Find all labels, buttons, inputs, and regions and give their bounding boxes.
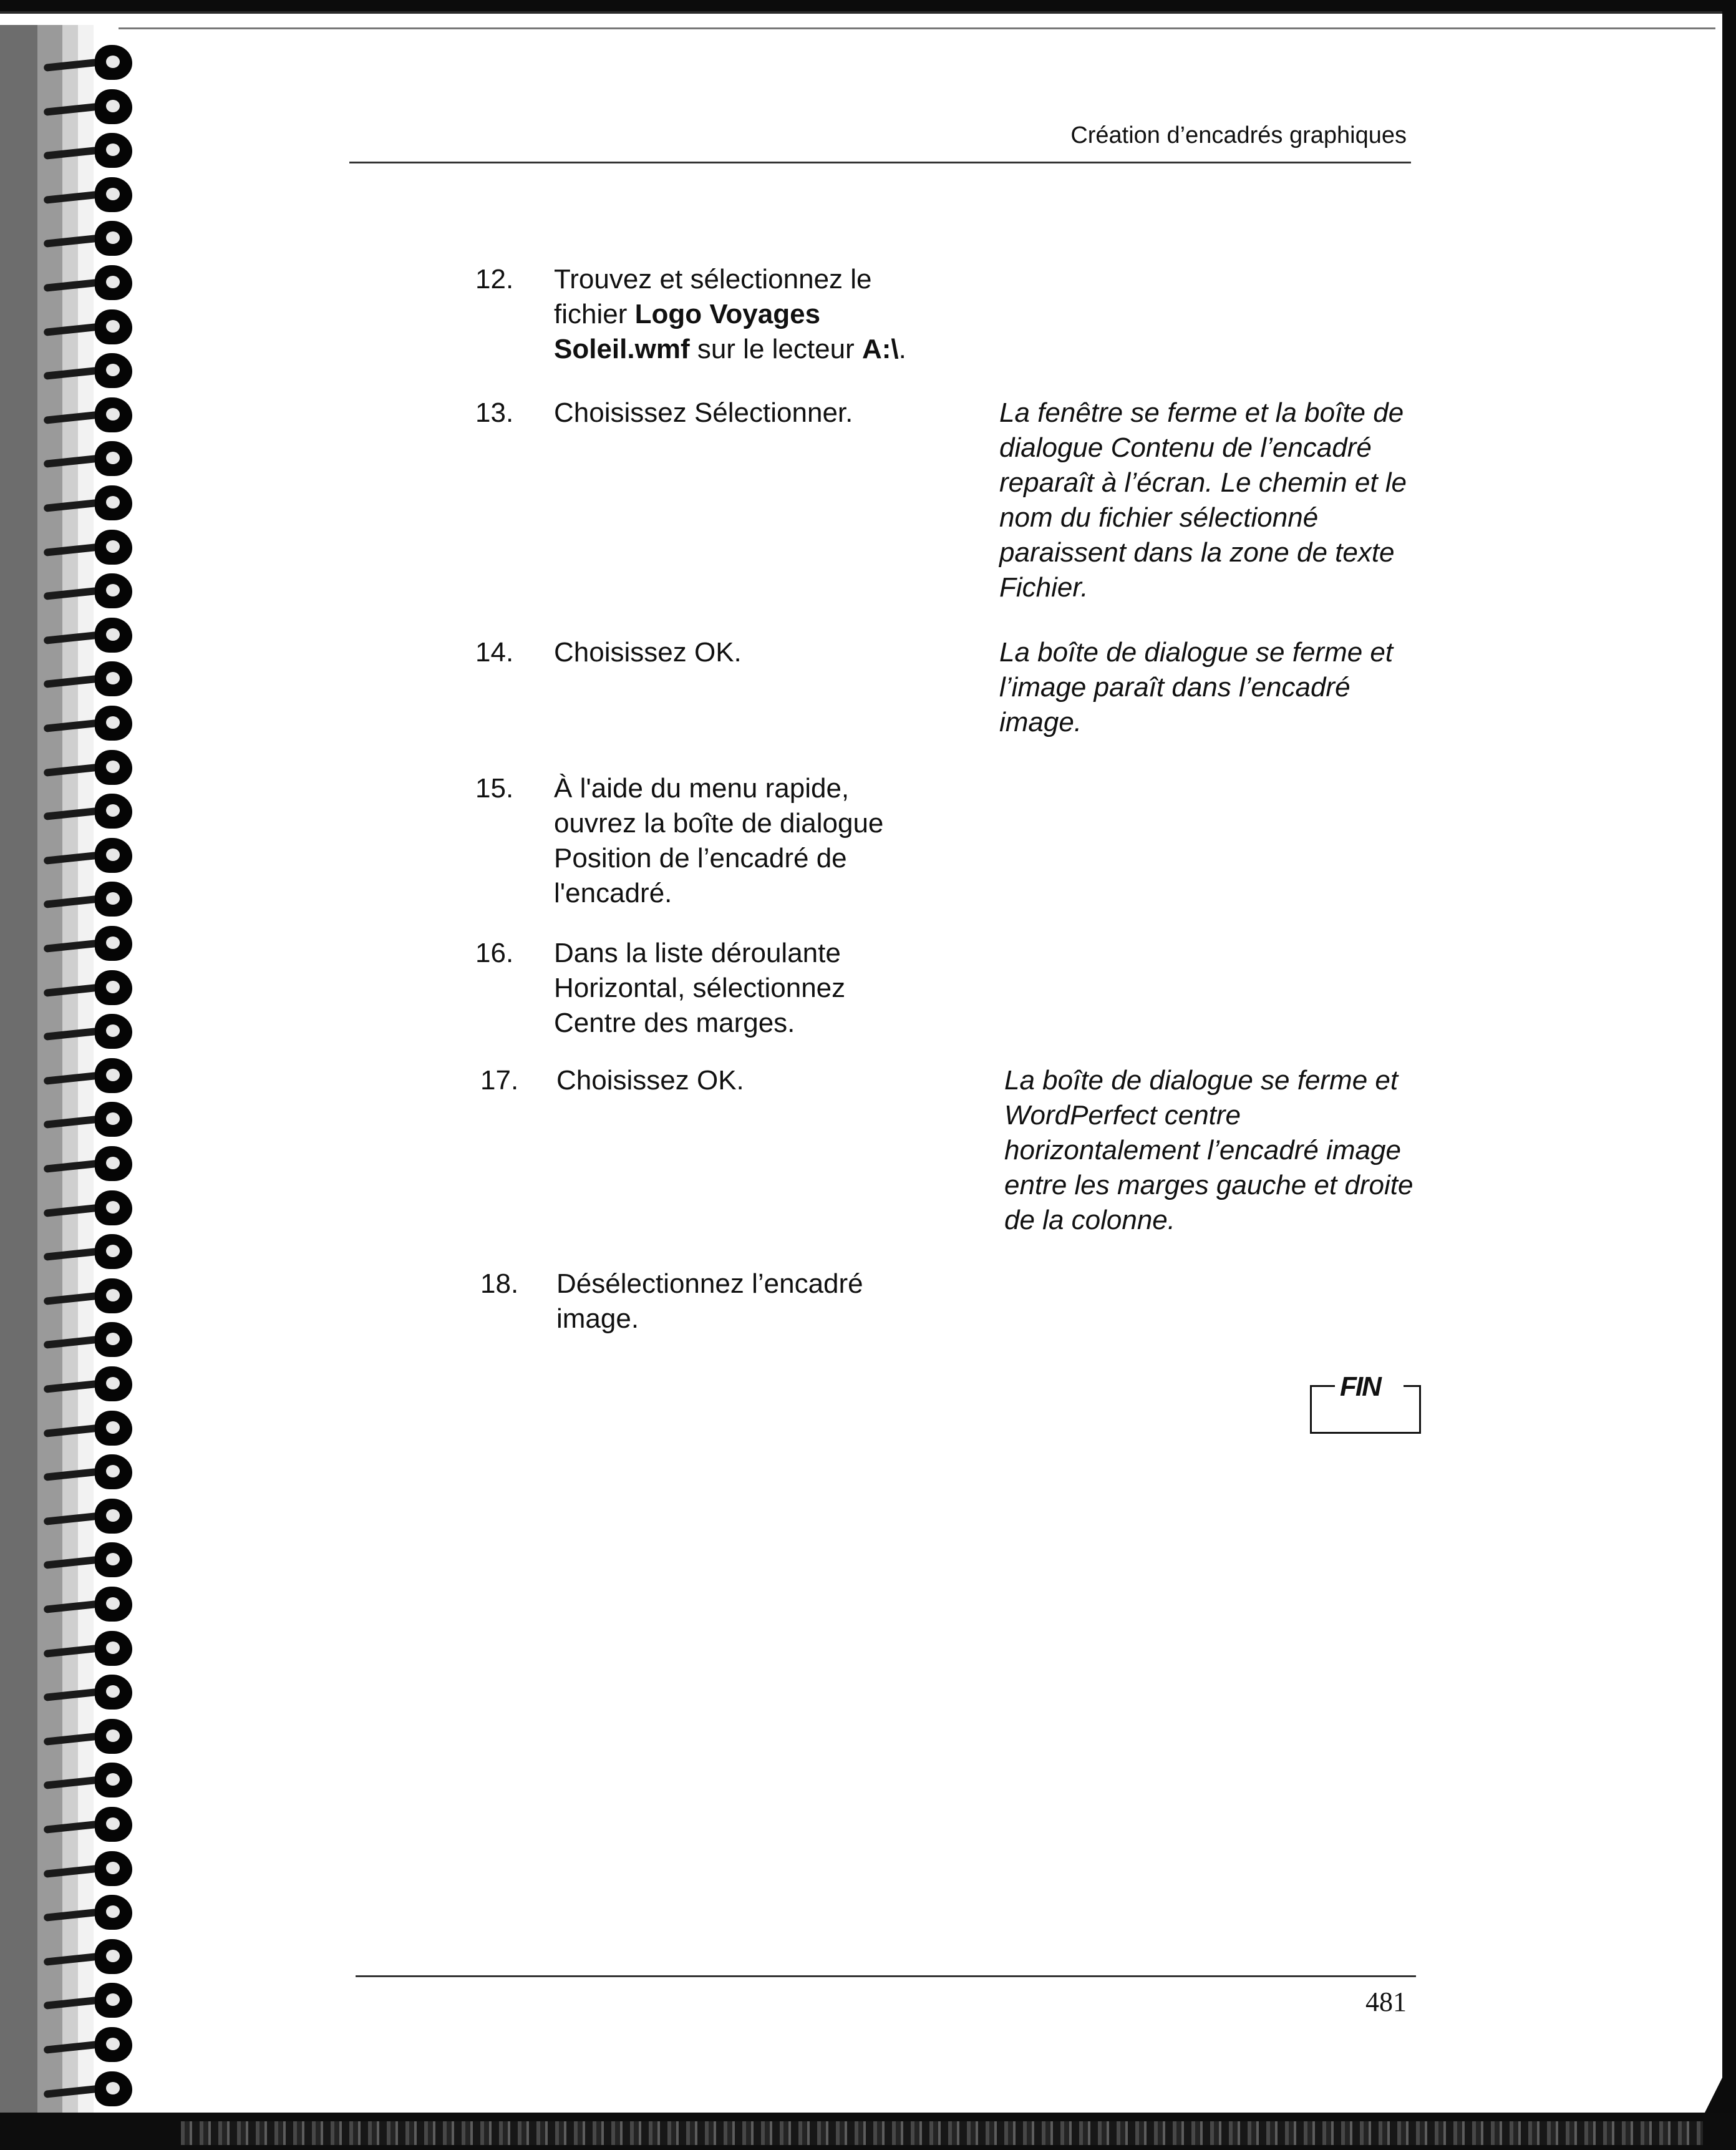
step-text: Choisissez OK. [554,637,742,668]
step-number: 12. [475,264,514,294]
page-number: 481 [1365,1987,1407,2017]
step-number: 15. [475,773,514,804]
end-marker-label: FIN [1340,1371,1380,1402]
scan-bottom-edge [0,2113,1736,2150]
binding-coil [44,1190,137,1225]
binding-coil [44,1895,137,1930]
binding-coil [44,1542,137,1577]
step-text: Choisissez OK. [556,1065,744,1096]
binding-coil [44,1454,137,1489]
step-result: La boîte de dialogue se ferme et l’image paraît dans l’encadré image. [999,637,1394,737]
scan-top-edge [0,0,1736,25]
binding-coil [44,1587,137,1622]
binding-coil [44,177,137,212]
binding-coil [44,1983,137,2018]
step-text: À l'aide du menu rapide, ouvrez la boîte de dialogue Position de l’encadré de l'encadré. [554,773,884,908]
binding-coil [44,45,137,80]
binding-coil [44,221,137,256]
binding-coil [44,265,137,300]
binding-coil [44,618,137,653]
header-rule [349,162,1411,163]
binding-coil [44,573,137,608]
binding-coil [44,1499,137,1534]
binding-coil [44,353,137,388]
step-number: 17. [480,1065,519,1096]
binding-coil [44,1322,137,1357]
binding-coil [44,1719,137,1754]
binding-coil [44,2071,137,2106]
step-number: 14. [475,637,514,668]
end-marker [1310,1371,1421,1434]
binding-coil [44,485,137,520]
binding-coil [44,794,137,829]
binding-coil [44,750,137,785]
binding-coil [44,1014,137,1049]
binding-coil [44,1366,137,1401]
binding-coil [44,1763,137,1797]
binding-coil [44,1411,137,1446]
binding-coil [44,882,137,917]
binding-coil [44,2027,137,2062]
binding-coil [44,1102,137,1137]
binding-coil [44,838,137,873]
binding-coil [44,89,137,124]
binding-coil [44,661,137,696]
binding-coil [44,441,137,476]
step-number: 16. [475,938,514,968]
binding-coil [44,926,137,961]
running-header: Création d’encadrés graphiques [1070,122,1407,148]
footer-rule [356,1975,1416,1977]
binding-coil [44,1939,137,1974]
binding-coil [44,1675,137,1710]
binding-coil [44,309,137,344]
binding-coil [44,1851,137,1886]
binding-coil [44,970,137,1005]
binding-coil [44,1234,137,1269]
step-text: Dans la liste déroulante Horizontal, sélectionnez Centre des marges. [554,938,846,1038]
step-number: 13. [475,397,514,428]
step-number: 18. [480,1268,519,1299]
scan-top-rule [119,27,1715,29]
scan-right-edge [1722,0,1736,2150]
step-text: Trouvez et sélectionnez le fichier Logo Voyages Soleil.wmf sur le lecteur A:\. [554,264,906,364]
binding-coil [44,706,137,741]
binding-coil [44,1146,137,1181]
binding-coil [44,1631,137,1666]
binding-coil [44,397,137,432]
binding-coil [44,530,137,565]
binding-coil [44,1807,137,1842]
binding-coil [44,1278,137,1313]
step-text: Choisissez Sélectionner. [554,397,853,428]
binding-coil [44,133,137,168]
binding-coil [44,1058,137,1093]
step-text: Désélectionnez l’encadré image. [556,1268,863,1334]
step-result: La boîte de dialogue se ferme et WordPerfect centre horizontalement l’encadré image entre les marges gauche et droite de la colonne. [1004,1065,1414,1235]
step-result: La fenêtre se ferme et la boîte de dialogue Contenu de l’encadré reparaît à l’écran. Le chemin et le nom du fichier sélectionné paraissent dans la zone de texte Fichier. [999,397,1407,603]
